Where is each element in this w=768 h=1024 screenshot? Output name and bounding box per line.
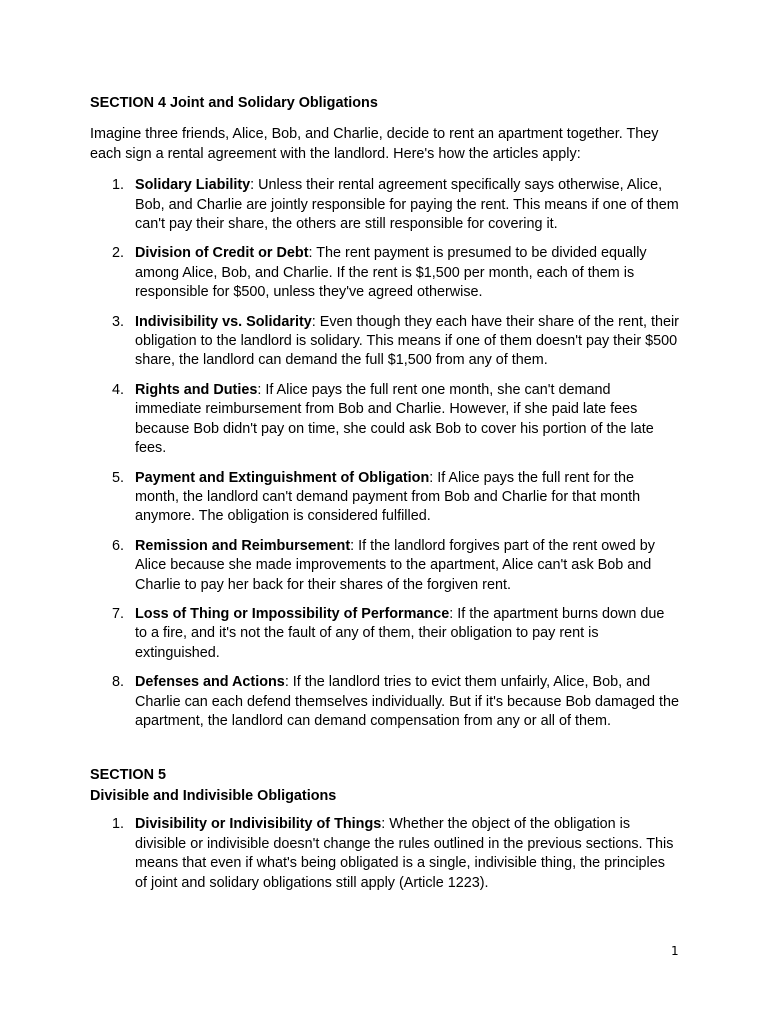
list-item-text: : If the landlord forgives part of the rent owed by Alice because she made improvements to the apartment, Alice can't ask Bob and Charlie to pay her back for their shares of the forgiven rent. (135, 537, 655, 593)
list-item-term: Payment and Extinguishment of Obligation (135, 469, 430, 486)
page-number: 1 (671, 944, 679, 958)
list-item-number: 4. (112, 381, 125, 398)
section-4-intro: Imagine three friends, Alice, Bob, and Charlie, decide to rent an apartment together. They each sign a rental agreement with the landlord. Here's how the articles apply: (90, 126, 659, 162)
section-5-list (90, 815, 680, 893)
list-item-number: 7. (112, 605, 125, 622)
list-item-term: Divisibility or Indivisibility of Things (135, 816, 382, 833)
list-item-number: 5. (112, 469, 125, 486)
section-5-heading-number: SECTION 5 (90, 767, 166, 784)
list-item-number: 6. (112, 537, 125, 554)
list-item-number: 2. (112, 245, 125, 262)
list-item-text: : If Alice pays the full rent for the month, the landlord can't demand payment from Bob and Charlie for that month anymore. The obligation is considered fulfilled. (135, 469, 641, 525)
list-item-text: : Unless their rental agreement specifically says otherwise, Alice, Bob, and Charlie are jointly responsible for paying the rent. This means if one of them can't pay their share, the others are still responsible for covering it. (135, 177, 679, 233)
section-5 (90, 765, 680, 893)
list-item (90, 537, 680, 595)
list-item-number: 1. (112, 177, 125, 194)
list-item (90, 469, 680, 527)
list-item-term: Remission and Reimbursement (135, 537, 351, 554)
section-4-heading: SECTION 4 Joint and Solidary Obligations (90, 95, 378, 111)
list-item-text: : If the landlord tries to evict them unfairly, Alice, Bob, and Charlie can each defend themselves individually. But if it's because Bob damaged the apartment, the landlord can demand compensation from any or all of them. (135, 674, 680, 729)
list-item-text: : Even though they each have their share of the rent, their obligation to the landlord is solidary. This means if one of them doesn't pay their $500 share, the landlord can demand the full $1,500 from any of them. (135, 313, 679, 369)
section-4 (90, 94, 680, 731)
list-item (90, 605, 680, 663)
list-item-term: Indivisibility vs. Solidarity (135, 313, 312, 330)
list-item-term: Loss of Thing or Impossibility of Performance (135, 605, 450, 622)
list-item-term: Solidary Liability (135, 177, 251, 194)
list-item-text: : The rent payment is presumed to be divided equally among Alice, Bob, and Charlie. If the rent is $1,500 per month, each of them is responsible for $500, unless they've agreed otherwise. (135, 245, 647, 301)
list-item-number: 1. (112, 816, 125, 833)
list-item-text: : If Alice pays the full rent one month, she can't demand immediate reimbursement from Bob and Charlie. However, if she paid late fees because Bob didn't pay on time, she could ask Bob to cover his portion of the late fees. (135, 381, 654, 457)
list-item (90, 313, 680, 371)
list-item-term: Division of Credit or Debt (135, 245, 309, 262)
list-item-text: : Whether the object of the obligation is divisible or indivisible doesn't change the rules outlined in the previous sections. This means that even if what's being obligated is a single, indivisible thing, the principles of joint and solidary obligations still apply (Article 1223). (135, 816, 674, 891)
list-item (90, 244, 680, 302)
list-item-text: : If the apartment burns down due to a fire, and it's not the fault of any of them, their obligation to pay rent is extinguished. (135, 605, 665, 661)
list-item (90, 815, 680, 893)
page-content (90, 94, 680, 903)
list-item (90, 381, 680, 459)
list-item-number: 3. (112, 313, 125, 330)
section-5-heading-title: Divisible and Indivisible Obligations (90, 788, 337, 805)
list-item-term: Defenses and Actions (135, 674, 285, 691)
list-item-term: Rights and Duties (135, 381, 258, 398)
list-item (90, 176, 680, 234)
section-4-list (90, 176, 680, 731)
list-item (90, 673, 680, 731)
list-item-number: 8. (112, 674, 125, 691)
